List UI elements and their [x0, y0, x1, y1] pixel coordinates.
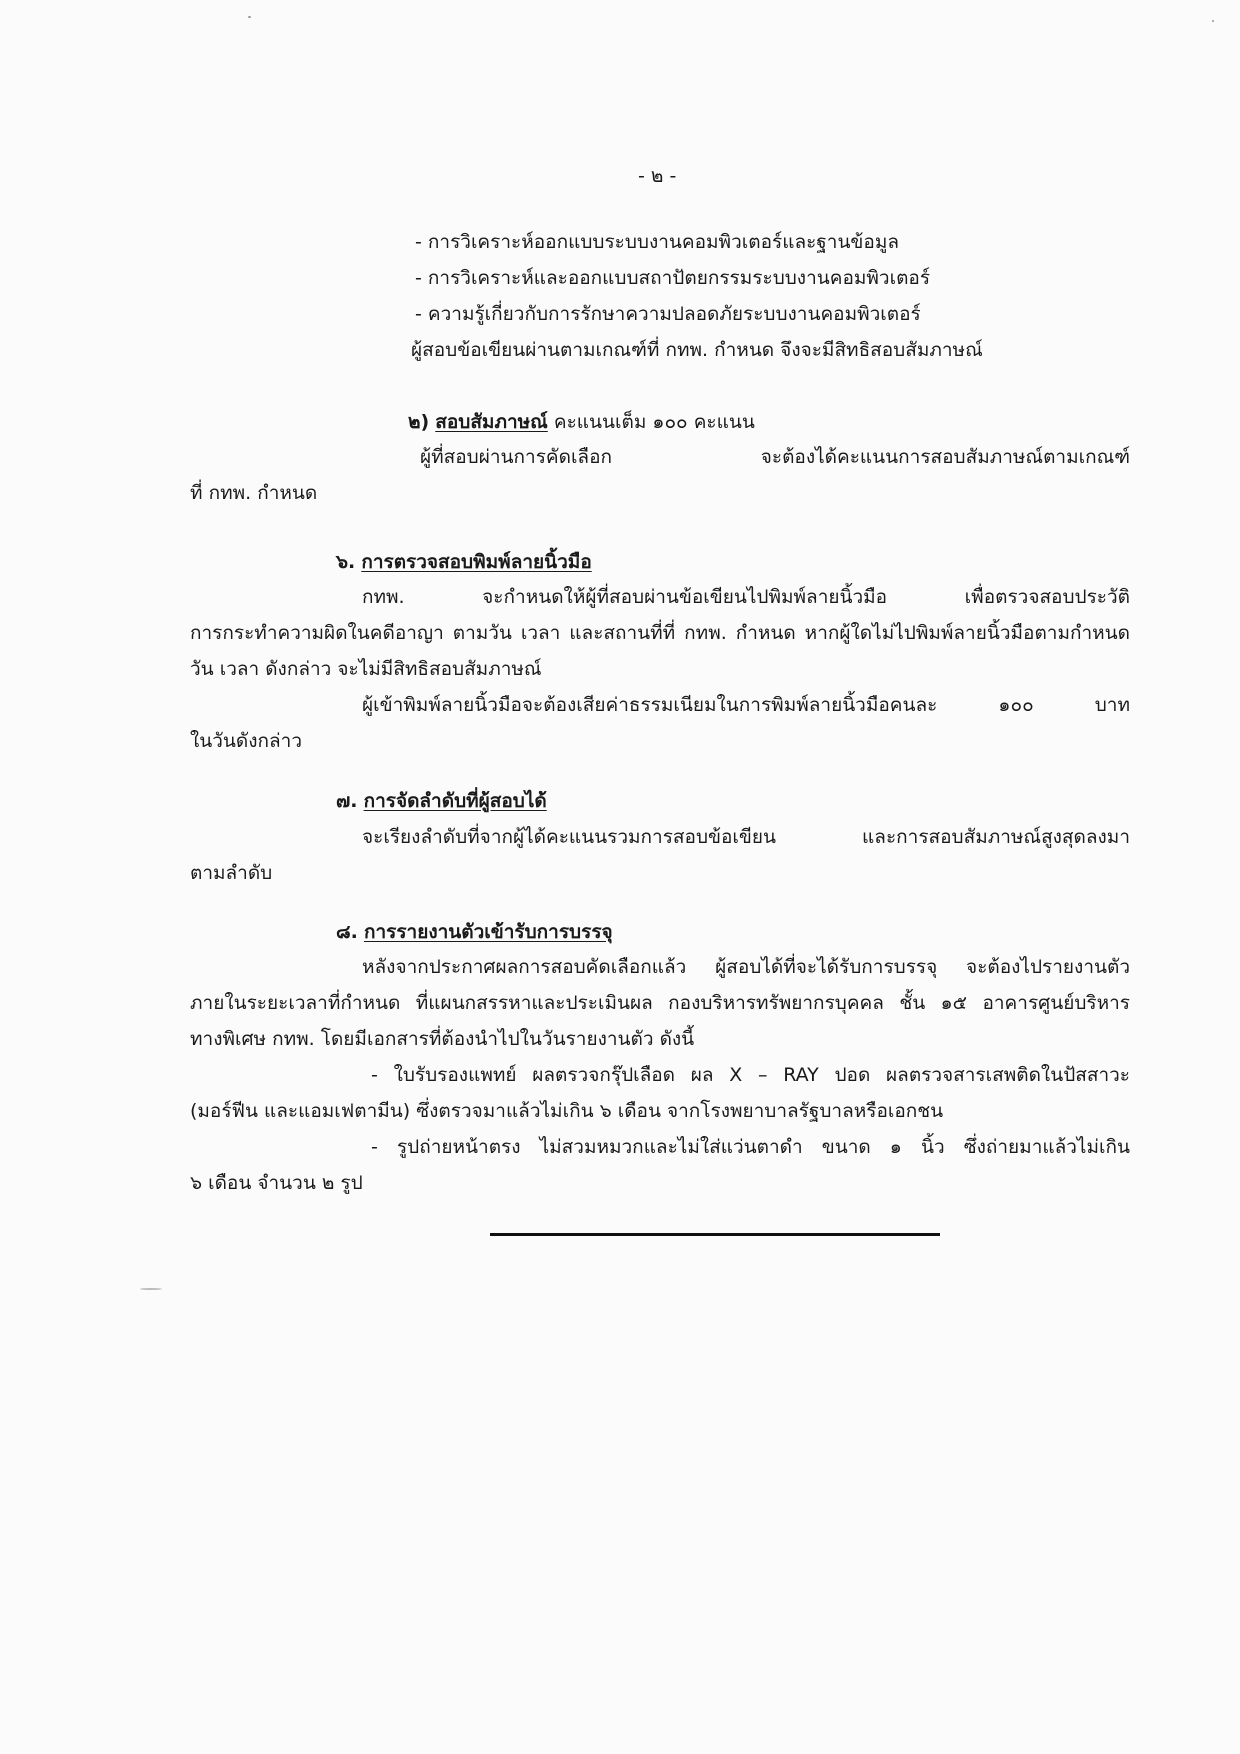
paragraph-line: การกระทำความผิดในคดีอาญา ตามวัน เวลา และสถานที่ที่ กทพ. กำหนด หากผู้ใดไม่ไปพิมพ์ลายนิ้วมือตามกำหนด	[190, 622, 1130, 644]
list-item-continuation: (มอร์ฟีน และแอมเฟตามีน) ซึ่งตรวจมาแล้วไม่เกิน ๖ เดือน จากโรงพยาบาลรัฐบาลหรือเอกชน	[190, 1100, 944, 1122]
interview-title: สอบสัมภาษณ์	[435, 411, 548, 433]
section-7-number: ๗.	[336, 790, 358, 812]
list-item: - การวิเคราะห์ออกแบบระบบงานคอมพิวเตอร์และฐานข้อมูล	[415, 231, 899, 253]
section-6-number: ๖.	[336, 551, 356, 573]
scan-speck	[140, 1288, 162, 1290]
scan-speck	[248, 16, 251, 18]
paragraph-line: ตามลำดับ	[190, 862, 273, 884]
scan-speck	[1212, 20, 1214, 22]
paragraph-line: ในวันดังกล่าว	[190, 730, 303, 752]
list-item: - การวิเคราะห์และออกแบบสถาปัตยกรรมระบบงานคอมพิวเตอร์	[415, 267, 931, 289]
interview-text-line: ที่ กทพ. กำหนด	[190, 482, 318, 504]
section-8-number: ๘.	[336, 921, 358, 943]
end-divider	[490, 1233, 940, 1236]
section-7-heading	[336, 787, 547, 815]
section-8-heading	[336, 918, 613, 946]
section-7-title: การจัดลำดับที่ผู้สอบได้	[363, 790, 547, 812]
section-6-title: การตรวจสอบพิมพ์ลายนิ้วมือ	[361, 551, 592, 573]
paragraph-line: วัน เวลา ดังกล่าว จะไม่มีสิทธิสอบสัมภาษณ์	[190, 658, 542, 680]
written-pass-note: ผู้สอบข้อเขียนผ่านตามเกณฑ์ที่ กทพ. กำหนด จึงจะมีสิทธิสอบสัมภาษณ์	[411, 339, 983, 361]
paragraph-line: ภายในระยะเวลาที่กำหนด ที่แผนกสรรหาและประเมินผล กองบริหารทรัพยากรบุคคล ชั้น ๑๕ อาคารศูนย์บริหาร	[190, 992, 1130, 1014]
page-number: - ๒ -	[638, 165, 677, 187]
interview-score: คะแนนเต็ม ๑๐๐ คะแนน	[553, 411, 755, 433]
list-item: - รูปถ่ายหน้าตรง ไม่สวมหมวกและไม่ใส่แว่นตาดำ ขนาด ๑ นิ้ว ซึ่งถ่ายมาแล้วไม่เกิน	[371, 1136, 1130, 1158]
paragraph-line: จะเรียงลำดับที่จากผู้ได้คะแนนรวมการสอบข้อเขียน และการสอบสัมภาษณ์สูงสุดลงมา	[362, 826, 1130, 848]
section-8-title: การรายงานตัวเข้ารับการบรรจุ	[363, 921, 613, 943]
list-item: - ความรู้เกี่ยวกับการรักษาความปลอดภัยระบบงานคอมพิวเตอร์	[415, 303, 921, 325]
paragraph-line: ทางพิเศษ กทพ. โดยมีเอกสารที่ต้องนำไปในวันรายงานตัว ดังนี้	[190, 1028, 695, 1050]
paragraph-line: หลังจากประกาศผลการสอบคัดเลือกแล้ว ผู้สอบได้ที่จะได้รับการบรรจุ จะต้องไปรายงานตัว	[362, 956, 1130, 978]
interview-number: ๒)	[408, 411, 430, 433]
paragraph-line: ผู้เข้าพิมพ์ลายนิ้วมือจะต้องเสียค่าธรรมเนียมในการพิมพ์ลายนิ้วมือคนละ ๑๐๐ บาท	[362, 694, 1130, 716]
section-6-heading	[336, 548, 592, 576]
interview-text-line: ผู้ที่สอบผ่านการคัดเลือก จะต้องได้คะแนนการสอบสัมภาษณ์ตามเกณฑ์	[420, 446, 1130, 468]
list-item-continuation: ๖ เดือน จำนวน ๒ รูป	[190, 1172, 363, 1194]
interview-heading	[408, 408, 755, 436]
list-item: - ใบรับรองแพทย์ ผลตรวจกรุ๊ปเลือด ผล X – RAY ปอด ผลตรวจสารเสพติดในปัสสาวะ	[371, 1064, 1130, 1086]
paragraph-line: กทพ. จะกำหนดให้ผู้ที่สอบผ่านข้อเขียนไปพิมพ์ลายนิ้วมือ เพื่อตรวจสอบประวัติ	[362, 586, 1130, 608]
